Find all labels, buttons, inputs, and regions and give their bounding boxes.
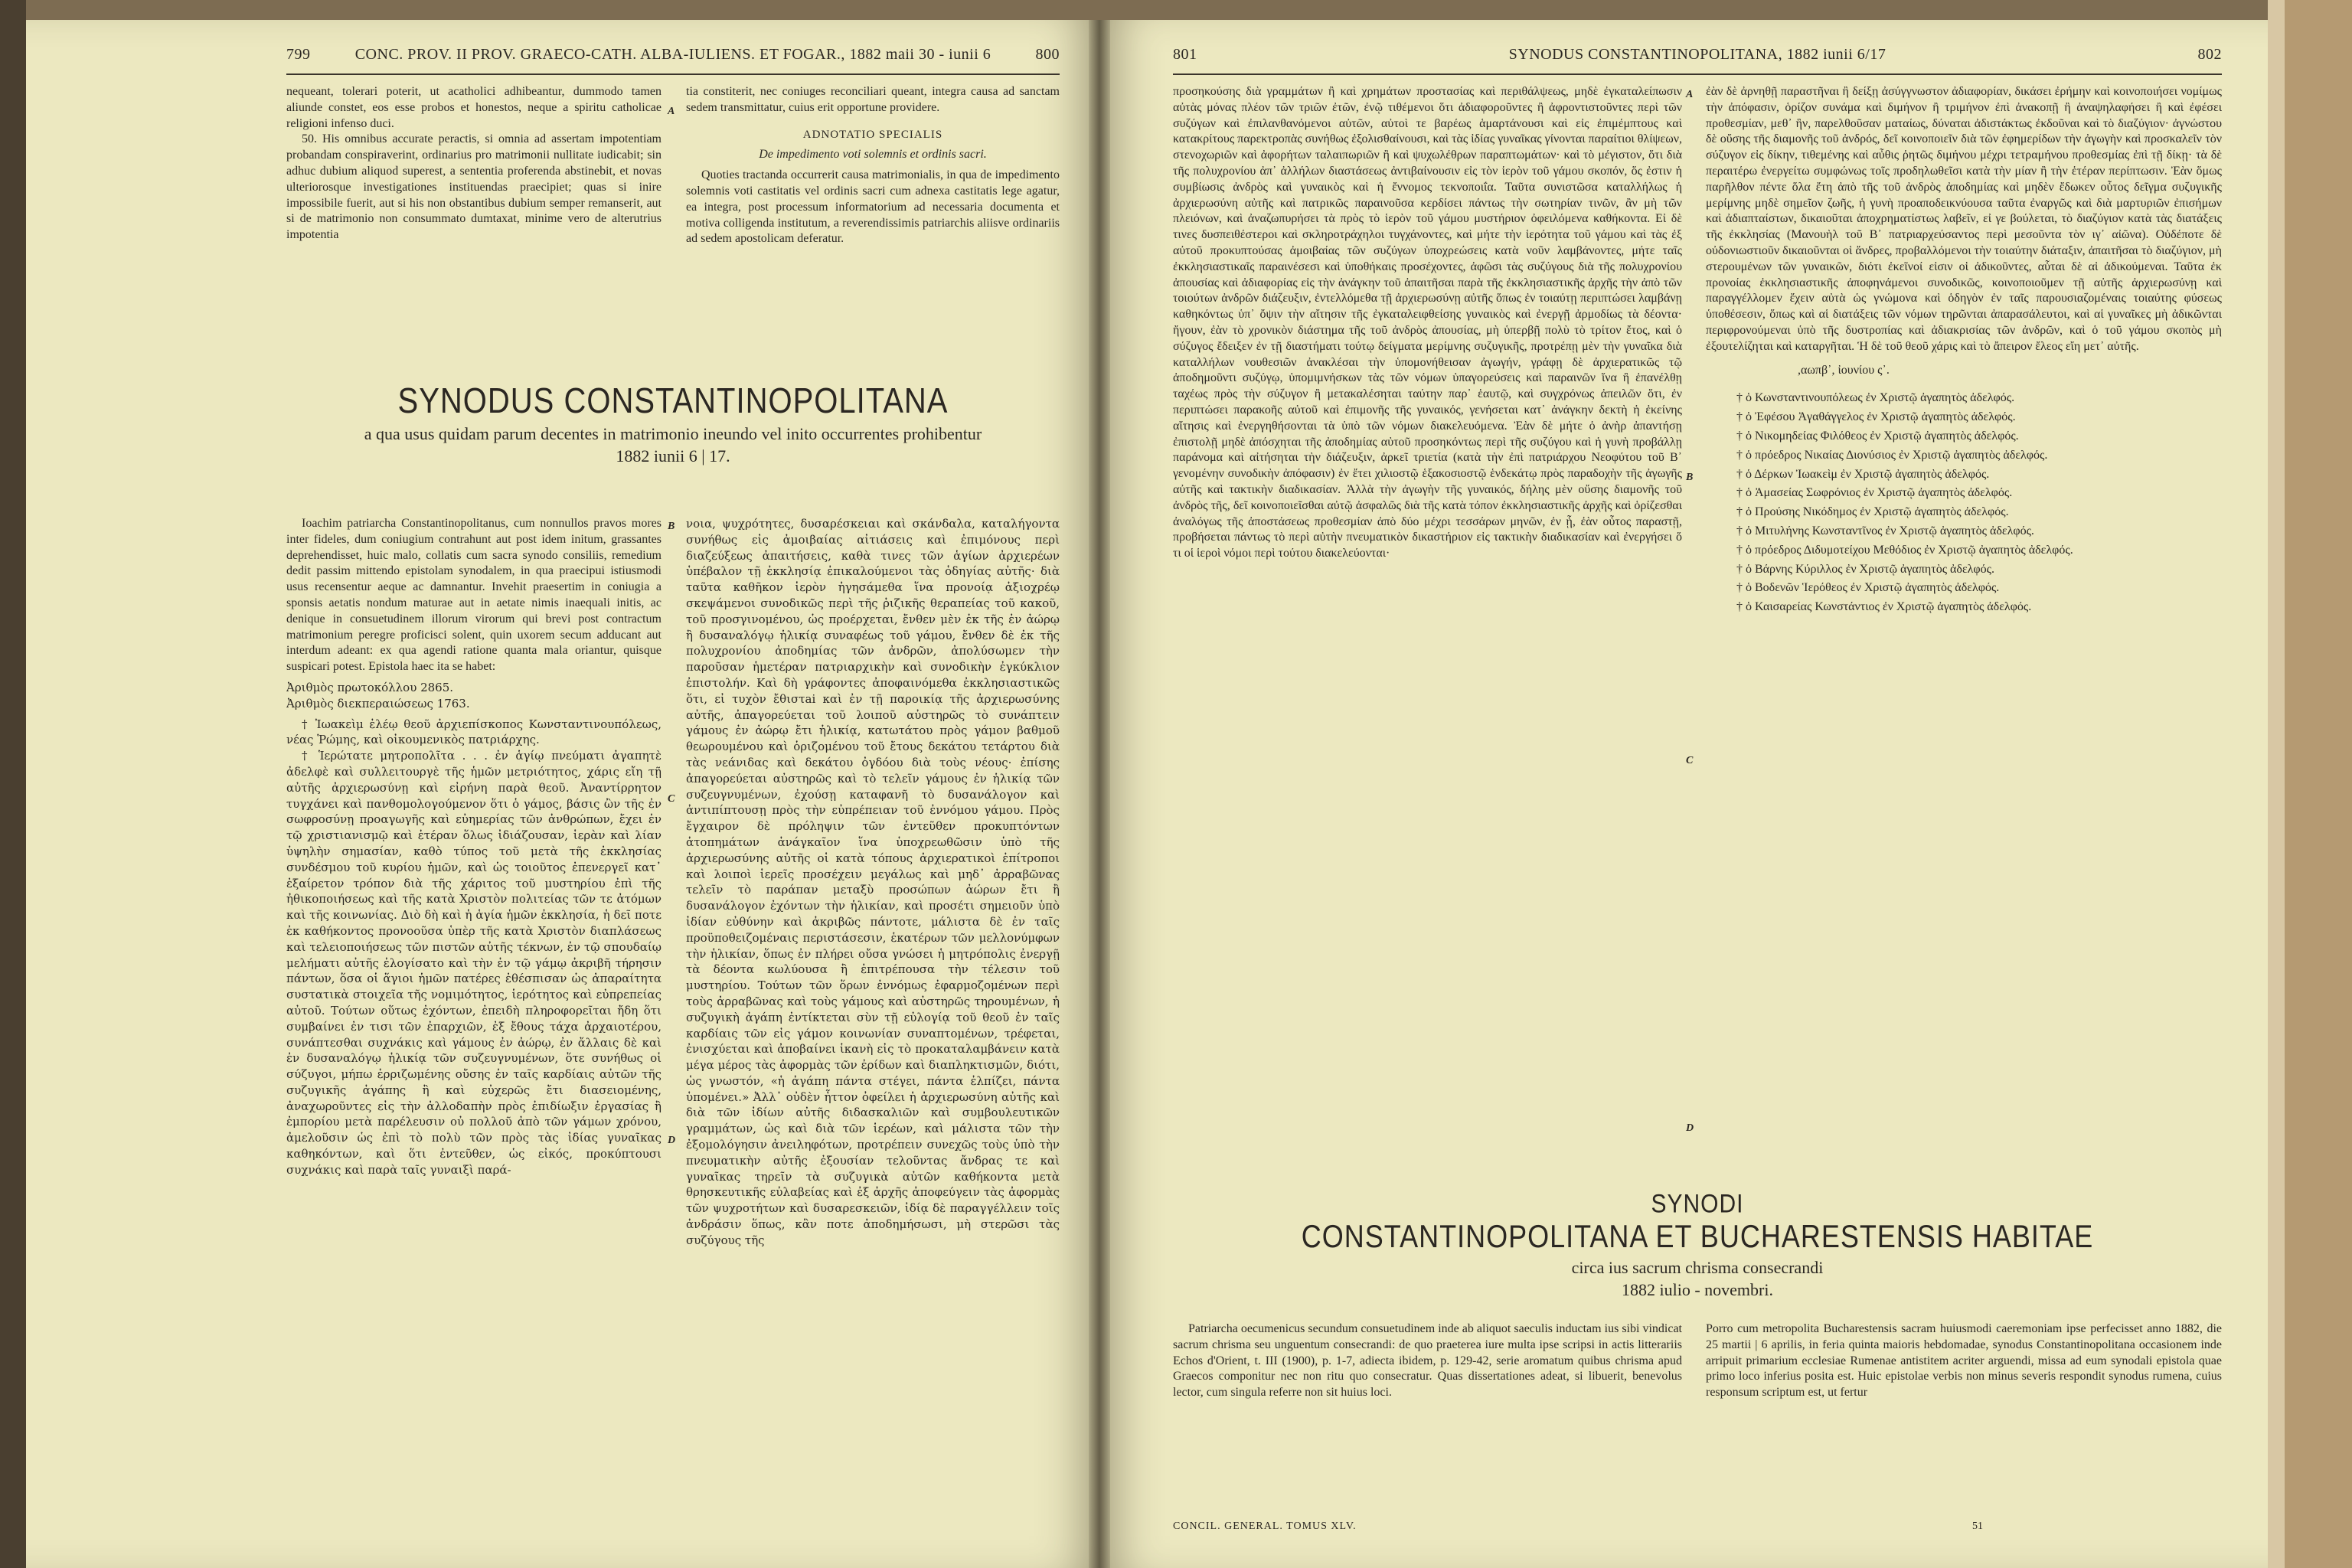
margin-marker: D	[668, 1135, 676, 1146]
signature-line: † ὁ Μιτυλήνης Κωνσταντῖνος ἐν Χριστῷ ἀγαπητὸς ἀδελφός.	[1736, 524, 2034, 537]
book-right-edge	[2268, 0, 2352, 1568]
signature-line: † ὁ Βοδενῶν Ἱερόθεος ἐν Χριστῷ ἀγαπητὸς ἀδελφός.	[1736, 581, 2000, 595]
signature-line: † ὁ Προύσης Νικόδημος ἐν Χριστῷ ἀγαπητὸς ἀδελφός.	[1736, 505, 2009, 519]
left-top-col2	[686, 84, 1060, 368]
paragraph: προσηκούσης διὰ γραμμάτων ἢ καὶ χρημάτων προστασίας καὶ περιθάλψεως, μηδὲ ἐγκαταλείπωσιν αὐτὰς μόνας πλέον τῶν τριῶν ἐτῶν, ἐνῷ τιθέμενοι ὅτι ἀδιαφοροῦντες ἢ ἀφροντιστοῦντες περὶ τῶν συζύγων καὶ ἐπιλανθανόμενοι αὐτῶν, αὐτοὶ τε βαρέως ἁμαρτάνουσι καὶ εἰς ἐπιμέμπτους καὶ κατακρίτους παρεκτροπὰς συνήθως ἐξολισθαίνουσι, καὶ τὰς ἰδίας γυναῖκας γίνονται παραίτιοι θλίψεων, στενοχωριῶν καὶ ἀφορήτων ταλαιπωριῶν ἢ καὶ ψυχωλέθρων παραπτωμάτων· καὶ τὸ μέγιστον, ὅτι διὰ τῆς πολυχρονίου ἀπ᾽ ἀλλήλων διαστάσεως ἀντιβαίνουσιν εἰς τὸν ἱερὸν τοῦ γάμου σκοπόν, ὅς ἐστιν ἡ συμβίωσις ἀνδρὸς καὶ γυναικὸς καὶ ἡ ἔννομος τεκνοποιΐα. Ταῦτα συνιστῶσα καταλλήλως ἡ ἀρχιερωσύνη αὐτῆς καὶ πατρικῶς παραινοῦσα κερδίσει πάντως τὴν σωτηρίαν τινῶν, ἂν μὴ τῶν πλειόνων, καὶ ἀναζωπυρήσει τὰ πρὸς τὸ ἱερὸν τοῦ γάμου μυστήριον ὀφειλόμενα καθήκοντα. Εἰ δὲ τινες δυσπειθέστεροι καὶ σκληροτράχηλοι τυγχάνοντες, καὶ μήτε τὴν ἱερότητα τοῦ γάμου καὶ τὰς ἐξ αὐτοῦ προκυπτούσας ἀμοιβαίας τῶν συζύγων ὑποχρεώσεις κατὰ νοῦν λαμβάνοντες, μήτε ταῖς ἐκκλησιαστικαῖς παραινέσεσι καὶ ὑποθήκαις προσέχοντες, ἀφῶσι τὰς συζύγους διὰ τῆς πολυχρονίου ἀπουσίας καὶ ἀδιαφορίας εἰς τὴν ἀνάγκην τοῦ ἀπαιτῆσαι παρὰ τῆς ἐκκλησιαστικῆς ἀρχῆς τὴν ἀπὸ τῶν τοιούτων ἀνδρῶν διάζευξιν, ἐντελλόμεθα τῇ ἀρχιερωσύνῃ αὐτῆς ὅπως ἐν τοιαύτῃ περιπτώσει λαμβάνῃ καθηκόντως ὑπ᾽ ὄψιν τὴν αἴτησιν τῆς ἐγκαταλειφθείσης γυναικὸς καὶ ἐνεργῇ ἀρμοδίως τὰ δέοντα· ἤγουν, ἐὰν τὸ χρονικὸν διάστημα τῆς τοῦ ἀνδρὸς ἀπουσίας, μὴ ὑπερβῇ πολὺ τὸ τρίτον ἔτος, καὶ ὁ σύζυγος ἔδειξεν ἐν τῇ διαστήματι τούτῳ δείγματα μερίμνης συζυγικῆς, προτρέπῃ μὲν τὴν γυναῖκα διὰ καταλλήλων νουθεσιῶν ἀνακλέσαι τὴν ὑπομονήθεισαν ἀγωγήν, γράφῃ δὲ ἀρχιερατικῶς τῷ ἀποδημοῦντι συζύγῳ, ὑπομιμνήσκων τὰς τῶν νόμων ὑπαγορεύσεις καὶ παραινῶν ἵνα ἢ ἐπανέλθῃ ταχέως πρὸς τὴν σύζυγον ἢ μετακαλέσηται ταύτην παρ᾽ ἑαυτῷ, καὶ συγχρόνως ἀπειλῶν ὅτι, ἐν περιπτώσει παρακοῆς αὐτοῦ καὶ ἐπιμονῆς τῆς γυναικός, γενήσεται κατ᾽ ἀνάγκην δεκτὴ ἡ ἐκείνης αἴτησις καὶ ἐνεργηθήσονται τὰ ὑπὸ τῶν νόμων διακελευόμενα. Ἐὰν δὲ μήτε ὁ ἀνὴρ ἀπαντήσῃ ἐπιστολῇ μηδὲ ἀπόσχηται τῆς ἀποδημίας αὐτοῦ προσηκόντως περὶ τῆς συζύγου καὶ ἡ γυνὴ προβάλλῃ παράνομα καὶ αἰτήσηται τὴν διάζευξιν, ἀρκεῖ τριετία (κατὰ τὴν ἐπὶ πατριάρχου Νεοφύτου τοῦ Β᾽ γενομένην συνοδικὴν ἀπόφασιν) ἐν ἔτει χιλιοστῷ ἑξακοσιοστῷ ἑνδεκάτῳ πρὸς παραδοχὴν τῆς ἀγωγῆς αὐτῆς καὶ τακτικὴν διαδικασίαν. Ἀλλὰ τὴν ἀγωγὴν τῆς γυναικός, δήλης μὲν οὔσης διαμονῆς τοῦ ἀνδρὸς τῆς, δεῖ κοινοποιεῖσθαι αὐτῷ ἀσφαλῶς διὰ τῆς κατὰ τόπον ἐκκλησιαστικῆς ἀρχῆς καὶ ὁρίζεσθαι ἀναλόγως τῆς ἀποστάσεως προθεσμίαν ἀπὸ δύο μέχρι τεσσάρων μηνῶν, ἐν ᾗ, ἐὰν οὗτος παραστῇ, προβήσεται πάντως τὸ περὶ αὐτὴν πνευματικὸν δικαστήριον εἰς τακτικὴν διαδικασίαν καὶ ἐνεργήσει ὅ τι οἱ ἱεροὶ νόμοι περὶ τούτου διακελεύονται·	[1173, 85, 1682, 560]
paragraph: νοια, ψυχρότητες, δυσαρέσκειαι καὶ σκάνδαλα, καταλήγοντα συνήθως εἰς ἀμοιβαίας αἰτιάσεις καὶ ἐπιμόνους περὶ διαζεύξεως ἀπαιτήσεις, καθὰ τινες τῶν ἁγίων ἀρχιερέων ὑπέβαλον τῇ ἐκκλησίᾳ ἐπικαλούμενοι τὰς ὁδηγίας αὐτῆς· διὰ ταῦτα καθῆκον ἱερὸν ἡγησάμεθα ἵνα προνοίᾳ ἀξιοχρέῳ σκεψάμενοι συνοδικῶς περὶ τῆς ῥιζικῆς θεραπείας τοῦ κακοῦ, τοῦ προσγινομένου, ὡς προέρχεται, ἔνθεν μὲν ἐκ τῆς ἐν ἀώρῳ ἢ δυσαναλόγῳ ἡλικίᾳ συναφέως τοῦ γάμου, ἔνθεν δὲ ἐκ τῆς πολυχρονίου ἀποδημίας τῶν ἀνδρῶν, ἀπολύσωμεν τὴν παροῦσαν ἡμετέραν πατριαρχικὴν καὶ συνοδικὴν ἐγκύκλιον ἐπιστολήν. Καὶ δὴ γράφοντες ἀποφαινόμεθα ἐκκλησιαστικῶς ὅτι, εἰ τυχὸν ἔθιστai καὶ ἐν τῇ παροικίᾳ τῆς ἀρχιερωσύνης αὐτῆς, ἀπαγορεύεται τοῦ λοιποῦ αὐστηρῶς τὸ συνάπτειν γάμους ἐν ἀώρῳ ἔτι ἡλικίᾳ, κατωτάτου πρὸς γάμον βαθμοῦ θεωρουμένου καὶ ὁριζομένου τοῦ ἔτους δεκάτου τετάρτου διὰ τὰς νεάνιδας καὶ δεκάτου ὀγδόου διὰ τοὺς νέους· ἐπίσης ἀπαγορεύεται αὐστηρῶς καὶ τὸ τελεῖν γάμους ἐν ἡλικίᾳ τῶν συζευγνυμένων, ἐχούσῃ καταφανῆ τὸ δυσανάλογον καὶ ἀντιπίπτουσῃ πρὸς τὴν εὐπρέπειαν τοῦ ἐννόμου γάμου. Πρὸς ἔγχαιρον δὲ πρόληψιν τῶν ἐντεῦθεν προκυπτόντων ἀτοπημάτων ἀνάγκαῖον ἵνα ὑποχρεωθῶσιν ὑπὸ τῆς ἀρχιερωσύνης αὐτῆς οἱ κατὰ τόπους ἀρχιερατικοὶ ἐπίτροποι καὶ λοιποὶ ἱερεῖς προσέχειν μεγάλως καὶ μηδ᾽ ἀρραβῶνας τελεῖν τὸ παράπαν μεταξὺ προσώπων ἀώρων ἔτι ἢ δυσανάλογον ἐχόντων τὴν ἡλικίαν, καὶ προσέτι σημειοῦν ὑπὸ ἰδίαν εὐθύνην καὶ ἀκριβῶς πάντοτε, μάλιστα δὲ ἐν ταῖς προϋποθειζομέναις περιστάσεσιν, ἑκατέρων τῶν μελλονύμφων τὴν ἡλικίαν, ὅπως ἐν πλήρει οὔσα γνώσει ἡ μητρόπολις ἐνεργῇ τὰ δέοντα κωλύουσα ἢ ἐπιτρέπουσα τὴν τέλεσιν τοῦ μυστηρίου. Τούτων τῶν ὅρων ἐννόμως ἐφαρμοζομένων περὶ τοὺς ἀρραβῶνας καὶ τοὺς γάμους καὶ αὐστηρῶς τηρουμένων, ἡ συζυγικὴ ἀγάπη ἐντίκτεται σὺν τῇ εὐλογίᾳ τοῦ θεοῦ ἐν ταῖς καρδίαις τῶν εἰς γάμον κοινωνίαν συναπτομένων, τρέφεται, ἐνισχύεται καὶ ἀποβαίνει ἱκανὴ εἰς τὸ προκαταλαμβάνειν κατὰ μέγα μέρος τὰς ἀφορμὰς τῶν ἐρίδων καὶ διαπληκτισμῶν, διότι, ὡς γνωστόν, «ἡ ἀγάπη πάντα στέγει, πάντα ἐλπίζει, πάντα ὑπομένει.» Ἀλλ᾽ οὐδὲν ἧττον ὀφείλει ἡ ἀρχιερωσύνη αὐτῆς καὶ διὰ τῶν ἰδίων αὐτῆς διδασκαλιῶν καὶ συμβουλευτικῶν γραμμάτων, ὡς καὶ διὰ τῶν ἱερέων, καὶ μάλιστα τῶν τὴν ἐξομολόγησιν ἀνειληφότων, προτρέπειν συνεχῶς τοὺς ὑπὸ τὴν πνευματικὴν αὐτῆς ἐξουσίαν τελοῦντας ἄνδρας τε καὶ γυναῖκας τηρεῖν τὰ συζυγικὰ αὐτῶν καθήκοντα μετὰ θρησκευτικῆς εὐλαβείας καὶ ἐξ ἀρχῆς ἀποφεύγειν τὰς ἀφορμὰς τῶν ψυχροτήτων καὶ δυσαρεσκειῶν, ἰδίᾳ δὲ παραγγέλλειν τοῖς ἀνδράσιν ὅπως, κἂν ποτε ἀποδημήσωσι, μὴ στερῶσι τὰς συζύγους τῆς	[686, 517, 1060, 1247]
left-body-col1	[286, 516, 662, 1557]
protocol-number: Ἀριθμὸς πρωτοκόλλου 2865.	[286, 680, 454, 694]
left-page-number-b: 800	[1035, 46, 1060, 63]
margin-marker: A	[1686, 89, 1694, 100]
margin-marker: C	[668, 793, 675, 805]
right-head-rule	[1173, 74, 2222, 75]
paragraph: Quoties tractanda occurrerit causa matrimonialis, in qua de impedimento solemnis voti castitatis vel ordinis sacri cum adnexa castitatis lege agatur, ea integra, post processum informatorium ad necessaria documenta et motiva colligenda institutum, a reverendissimis patriarchis aliisve ordinariis ad sedem apostolicam deferatur.	[686, 168, 1060, 246]
margin-marker: D	[1686, 1122, 1694, 1134]
left-top-col1	[286, 84, 662, 368]
synodi-title-block	[1173, 1191, 2222, 1300]
book-left-edge	[0, 0, 26, 1568]
synodi-title-1: SYNODI	[1651, 1189, 1744, 1219]
synodi-subtitle: circa ius sacrum chrisma consecrandi	[1571, 1258, 1824, 1277]
synodi-title-2: CONSTANTINOPOLITANA ET BUCHARESTENSIS HABITAE	[1301, 1217, 2094, 1254]
right-body-col2	[1706, 84, 2222, 1171]
paragraph: Porro cum metropolita Bucharestensis sacram huiusmodi caeremoniam ipse perfecisset anno 1882, die 25 martii | 6 aprilis, in feria quinta maioris hebdomadae, synodus Constantinopolitana occasionem inde arripuit primarium ecclesiae Rumenae antistitem acriter arguendi, missa ad eum synodali epistola quae primo loco inferius posita est. Huic epistolae verbis non minus severis respondit synodus rumena, cuius responsum scriptum est, ut fertur	[1706, 1322, 2222, 1400]
signature-line: † ὁ Ἀμασείας Σωφρόνιος ἐν Χριστῷ ἀγαπητὸς ἀδελφός.	[1736, 486, 2013, 500]
signature-line: † ὁ πρόεδρος Διδυμοτείχου Μεθόδιος ἐν Χριστῷ ἀγαπητὸς ἀδελφός.	[1736, 543, 2073, 557]
left-running-title: CONC. PROV. II PROV. GRAECO-CATH. ALBA-IULIENS. ET FOGAR., 1882 maii 30 - iunii 6	[354, 46, 991, 63]
synod-date: 1882 iunii 6 | 17.	[616, 446, 730, 466]
paragraph: 50. His omnibus accurate peractis, si omnia ad assertam impotentiam probandam conspiraverint, ordinarius pro matrimonii nullitate iudicabit; sin adhuc dubium aliquod superest, a sententia proferenda abstinebit, et novas ulteriorosque investigationes instituendas praecipiet; quas si inire impossibile fuerit, aut si his non obstantibus dubium semper remanserit, aut si de matrimonio non consummato dumtaxat, minime vero de alterutrius impotentia	[286, 132, 662, 242]
margin-marker: C	[1686, 755, 1694, 766]
signature-line: † ὁ Νικομηδείας Φιλόθεος ἐν Χριστῷ ἀγαπητὸς ἀδελφός.	[1736, 429, 2019, 443]
margin-marker: B	[668, 521, 675, 532]
synod-subtitle: a qua usus quidam parum decentes in matrimonio ineundo vel inito occurrentes prohibentur	[364, 424, 982, 443]
letter-date: ,αωπβ᾽, ἰουνίου ς᾽.	[1798, 363, 1890, 377]
signature-line: † ὁ Καισαρείας Κωνστάντιος ἐν Χριστῷ ἀγαπητὸς ἀδελφός.	[1736, 600, 2032, 614]
synodi-date: 1882 iulio - novembri.	[1622, 1280, 1773, 1299]
signature-line: † ὁ πρόεδρος Νικαίας Διονύσιος ἐν Χριστῷ ἀγαπητὸς ἀδελφός.	[1736, 448, 2048, 462]
right-page	[1099, 20, 2268, 1568]
paragraph: nequeant, tolerari poterit, ut acatholici adhibeantur, dummodo tamen aliunde constet, eos esse probos et honestos, neque a spiritu catholicae religioni infenso duci.	[286, 85, 662, 130]
paragraph: Ioachim patriarcha Constantinopolitanus, cum nonnullos pravos mores inter fideles, dum coniugium contrahunt aut post idem initum, grassantes deprehendisset, huic malo, collatis cum sacra synodo consiliis, remedium dedit passim mittendo epistolam synodalem, in qua praecipui istiusmodi usus recensentur aeque ac damnantur. Invehit praesertim in coniugia a sponsis aetatis nondum maturae aut in aetate nimis inaequali initis, ac denique in consuetudinem illorum virorum qui brevi post contractum matrimonium peregre proficisci solent, quin uxorem secum adducant aut interdum adeant: ex qua agendi ratione quanta mala oriantur, quisque suspicari potest. Epistola haec ita se habet:	[286, 517, 662, 674]
synod-title-block	[286, 381, 1060, 466]
right-running-title: SYNODUS CONSTANTINOPOLITANA, 1882 iunii 6/17	[1508, 46, 1886, 63]
signature-line: † ὁ Κωνσταντινουπόλεως ἐν Χριστῷ ἀγαπητὸς ἀδελφός.	[1736, 391, 2015, 405]
patriarch-signature: † Ἰωακεὶμ ἐλέῳ θεοῦ ἀρχιεπίσκοπος Κωνσταντινουπόλεως, νέας Ῥώμης, καὶ οἰκουμενικὸς πατριάρχης.	[286, 717, 662, 747]
latin-col1	[1173, 1321, 1682, 1513]
sheet-number: 51	[1972, 1521, 1983, 1532]
book-top-edge	[0, 0, 2352, 20]
left-page	[26, 20, 1099, 1568]
left-body-col2	[686, 516, 1060, 1557]
right-page-number-a: 801	[1173, 46, 1197, 63]
right-running-head	[1173, 46, 2222, 64]
synod-title: SYNODUS CONSTANTINOPOLITANA	[397, 381, 949, 421]
signature-line: † ὁ Ἐφέσου Ἀγαθάγγελος ἐν Χριστῷ ἀγαπητὸς ἀδελφός.	[1736, 410, 2016, 424]
paragraph: tia constiterit, nec coniuges reconciliari queant, integra causa ad sanctam sedem transmittatur, cuius erit opportune providere.	[686, 85, 1060, 114]
book-gutter	[1089, 20, 1110, 1568]
margin-marker: A	[668, 106, 675, 117]
paragraph: † Ἱερώτατε μητροπολῖτα . . . ἐν ἁγίῳ πνεύματι ἀγαπητὲ ἀδελφὲ καὶ συλλειτουργὲ τῆς ἡμῶν μετριότητος, χάρις εἴη τῇ αὐτῆς ἀρχιερωσύνῃ καὶ εἰρήνη παρὰ θεοῦ. Ἀναντίρρητον τυγχάνει καὶ πανθομολογούμενον ὅτι ὁ γάμος, βάσις ὢν τῆς ἐν σωφροσύνῃ προαγωγῆς καὶ εὐημερίας τῶν ἀνθρώπων, ἔχει ἐν τῷ χριστιανισμῷ καὶ ἑτέραν ὅλως ἰδιάζουσαν, ἱερὰν καὶ λίαν ὑψηλὴν σημασίαν, καθὸ τύπος τοῦ μετὰ τῆς ἐκκλησίας συνδέσμου τοῦ κυρίου ἡμῶν, καὶ ὡς τοιοῦτος ἐπενεργεῖ κατ᾽ ἐξαίρετον τρόπον διὰ τῆς χάριτος τοῦ μυστηρίου ἐπὶ τῆς ἠθικοποιήσεως καὶ τῆς κατὰ Χριστὸν πολιτείας τῶν τε ἀτόμων καὶ τῆς κοινωνίας. Διὸ δὴ καὶ ἡ ἁγία ἡμῶν ἐκκλησία, ἡ δεῖ ποτε ἐκ καθήκοντος προνοοῦσα ὑπὲρ τῆς κατὰ Χριστὸν διαπλάσεως καὶ τελειοποιήσεως τῶν πιστῶν αὐτῆς τέκνων, ἐν τῷ σπουδαίῳ μελήματι αὐτῆς ἐλογίσατο καὶ τὴν ἐν τῷ γάμῳ ἀκριβῆ τήρησιν πάντων, ὅσα οἱ ἅγιοι ἡμῶν πατέρες ἐθέσπισαν ὡς ἀπαραίτητα συστατικὰ στοιχεῖα τῆς νομιμότητος, ἱερότητος καὶ εὐπρεπείας αὐτοῦ. Τούτων οὕτως ἐχόντων, ἐπειδὴ πληροφορεῖται ἤδη ὅτι συμβαίνει ἐν τισι τῶν ἐπαρχιῶν, ἐξ ἔθους τάχα ἀρχαιοτέρου, συνάπτεσθαι συχνάκις καὶ γάμους ἐν ἀώρῳ, ἐν ἄλλαις δὲ καὶ ἐν δυσαναλόγῳ ἡλικίᾳ τῶν συζευγνυμένων, ὅτε συνήθως οἱ σύζυγοι, μήπω ἐρριζωμένης οὔσης ἐν ταῖς καρδίαις αὐτῶν τῆς συζυγικῆς ἀγάπης ἢ καὶ εὐχερῶς ἔτι διασειομένης, ἀναχωροῦντες εἰς τὴν ἀλλοδαπὴν πρὸς ἐπιδίωξιν ἐργασίας ἢ ἐμπορίου μετὰ παρέλευσιν οὐ πολλοῦ ἀπὸ τῶν γάμων χρόνου, ἀμελοῦσιν ὡς ἐπὶ τὸ πολὺ τῶν πρὸς τὰς ἰδίας γυναῖκας καθηκόντων, καὶ ὅτι ἐντεῦθεν, ὡς εἰκός, προκύπτουσι συχνάκις καὶ παρὰ ταῖς γυναιξὶ παρά-	[286, 749, 662, 1177]
signature-line: † ὁ Βάρνης Κύριλλος ἐν Χριστῷ ἀγαπητὸς ἀδελφός.	[1736, 562, 1994, 576]
volume-footer: CONCIL. GENERAL. TOMUS XLV.	[1173, 1521, 1357, 1532]
latin-col2	[1706, 1321, 2222, 1513]
adnotatio-heading: ADNOTATIO SPECIALIS	[802, 128, 943, 141]
paragraph: Patriarcha oecumenicus secundum consuetudinem inde ab aliquot saeculis inductam ius sibi vindicat sacrum chrisma seu unguentum consecrandi: de quo praeterea iure multa ipse scripsi in actis litterariis Echos d'Orient, t. III (1900), p. 1-7, adiecta ibidem, p. 129-42, serie aromatum quibus chrisma apud Graecos componitur nec non ritu quo consecratur. Quas dissertationes adeat, si libuerit, benevolus lector, cum singula referre non sit huius loci.	[1173, 1322, 1682, 1400]
adnotatio-subheading: De impedimento voti solemnis et ordinis sacri.	[759, 148, 987, 162]
margin-marker: B	[1686, 472, 1694, 483]
signature-line: † ὁ Δέρκων Ἰωακεὶμ ἐν Χριστῷ ἀγαπητὸς ἀδελφός.	[1736, 467, 1990, 481]
right-body-col1	[1173, 84, 1682, 1171]
left-head-rule	[286, 74, 1060, 75]
signature-list	[1706, 389, 2222, 617]
right-page-number-b: 802	[2197, 46, 2222, 63]
left-running-head	[286, 46, 1060, 64]
left-page-number-a: 799	[286, 46, 311, 63]
paragraph: ἐὰν δὲ ἀρνηθῇ παραστῆναι ἢ δείξῃ ἀσύγγνωστον ἀδιαφορίαν, δικάσει ἐρήμην καὶ κοινοποιήσει νομίμως τὴν ἀπόφασιν, ὁρίζον συνάμα καὶ διμήνον ἢ τριμήνον ἐπὶ ἀνακοπῇ ἢ ἀναψηλαφήσει ἢ καὶ ἐφέσει προθεσμίαν, μεθ᾽ ἣν, παρελθοῦσαν ματαίως, δύναται ἀδιστάκτως ἐκδοῦναι καὶ τὸ διαζύγιον· ἀγνώστου δὲ οὔσης τῆς διαμονῆς τοῦ ἀνδρός, δεῖ κοινοποιεῖν διὰ τῶν ἐφημερίδων τὴν ἀγωγὴν καὶ προσκαλεῖν τὸν σύζυγον εἰς δίκην, τιθεμένης καὶ αὖθις ῥητῶς διμήνου μέχρι τετραμήνου προθεσμίας ἐπὶ τῇ δίκῃ· τὰ δὲ περαιτέρω ἐνεργείτω συμφώνως τοῖς προδηλωθεῖσι κατὰ τὴν μίαν ἢ τὴν ἑτέραν περίπτωσιν. Ἐὰν ὅμως παρῆλθον πέντε ὅλα ἔτη ἀπὸ τῆς τοῦ ἀνδρὸς ἀποδημίας καὶ μηδὲν ἔδωκεν οὗτος δεῖγμα συζυγικῆς μερίμνης μηδὲ σημεῖον ζωῆς, ἡ γυνὴ προαποδεικνύουσα ταῦτα ἐναργῶς καὶ διὰ μαρτυριῶν ἐπισήμων καὶ ἀδιαπταίστων, δικαιοῦται ἀποχρηματίστως λαβεῖν, εἰ γε βούλεται, τὸ διαζύγιον κατὰ τὰς διατάξεις τῆς ἐκκλησίας (Μανουὴλ τοῦ Β᾽ πατριαρχεύσαντος περὶ μεσοῦντα τὸν ιγ᾽ αἰῶνα). Οὐδέποτε δὲ οὐδονιωστιοῦν δικαιοῦνται οἱ ἄνδρες, προβαλλόμενοι τὴν τοιαύτην διάταξιν, ἀπαιτῆσαι τὸ διαζύγιον, μὴ στερουμένων τῶν γυναικῶν, διότι ἐκεῖνοί εἰσιν οἱ ἀδικοῦντες, αὗται δὲ αἱ ἀδικούμεναι. Ταῦτα ἐκ προνοίας ἐκκλησιαστικῆς ἀποφηνάμενοι συνοδικῶς, κοινοποιοῦμεν τῇ αὐτῆς ἀρχιερωσύνῃ καὶ παραγγέλλομεν ἔχειν αὐτὰ ὡς γνώμονα καὶ ὁδηγὸν ἐν ταῖς παρουσιαζομέναις τοιαύτης φύσεως ὑποθέσεσιν, ὅπως καὶ αἱ διατάξεις τῶν νόμων τηρῶνται ἀπαρασάλευτοι, καὶ αἱ γυναῖκες μὴ ἀδικῶνται περιφρονούμεναι ὑπὸ τῆς δυστροπίας καὶ ἀδιακρισίας τῶν ἀνδρῶν, καὶ ὁ τοῦ γάμου σκοπὸς μὴ ἐξουτελίζηται καὶ καταργῆται. Ἡ δὲ τοῦ θεοῦ χάρις καὶ τὸ ἄπειρον ἔλεος εἴη μετ᾽ αὐτῆς.	[1706, 85, 2222, 353]
dispatch-number: Ἀριθμὸς διεκπεραιώσεως 1763.	[286, 696, 470, 710]
